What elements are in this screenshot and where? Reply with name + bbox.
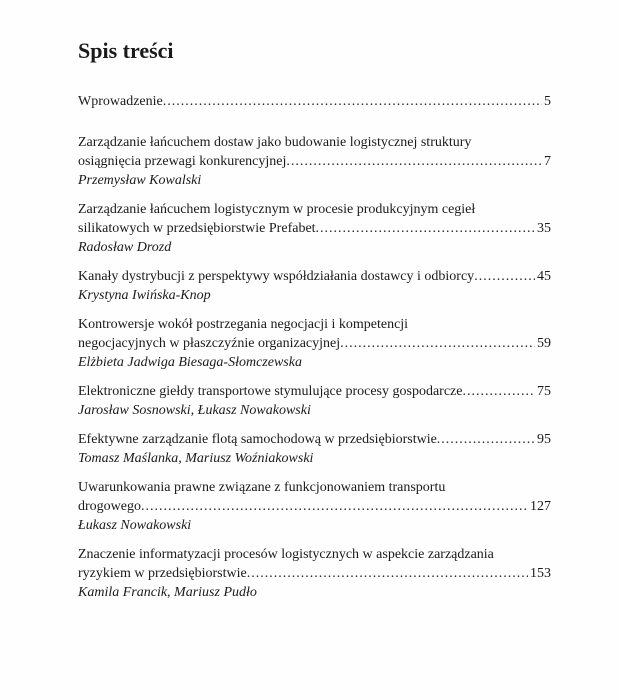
toc-entry-title: osiągnięcia przewagi konkurencyjnej bbox=[78, 154, 287, 169]
toc-entry[interactable] bbox=[78, 545, 551, 602]
toc-entry-author: Przemysław Kowalski bbox=[78, 173, 202, 188]
toc-page-number: 153 bbox=[530, 566, 551, 581]
toc-entry-title: drogowego bbox=[78, 499, 141, 514]
toc-entry-title: Zarządzanie łańcuchem logistycznym w procesie produkcyjnym cegieł bbox=[78, 202, 476, 217]
dot-leader bbox=[462, 382, 535, 401]
toc-entry-author: Radosław Drozd bbox=[78, 240, 172, 255]
toc-entry-title: Uwarunkowania prawne związane z funkcjonowaniem transportu bbox=[78, 480, 446, 495]
dot-leader bbox=[286, 152, 542, 171]
toc-entry-title: Elektroniczne giełdy transportowe stymulujące procesy gospodarcze bbox=[78, 384, 463, 399]
toc-entry-title: ryzykiem w przedsiębiorstwie bbox=[78, 566, 247, 581]
toc-entry[interactable] bbox=[78, 430, 551, 468]
toc-entry-author: Kamila Francik, Mariusz Pudło bbox=[78, 585, 257, 600]
toc-page-number: 35 bbox=[537, 221, 551, 236]
toc-entry-author: Tomasz Maślanka, Mariusz Woźniakowski bbox=[78, 451, 314, 466]
toc-entry-title: Zarządzanie łańcuchem dostaw jako budowanie logistycznej struktury bbox=[78, 135, 472, 150]
toc-entry-title: Kanały dystrybucji z perspektywy współdziałania dostawcy i odbiorcy bbox=[78, 269, 475, 284]
dot-leader bbox=[141, 497, 528, 516]
toc-entry-title: Znaczenie informatyzacji procesów logistycznych w aspekcie zarządzania bbox=[78, 547, 494, 562]
toc-entry-author: Łukasz Nowakowski bbox=[78, 518, 192, 533]
toc-page-number: 127 bbox=[530, 499, 551, 514]
dot-leader bbox=[340, 334, 535, 353]
dot-leader bbox=[163, 92, 542, 111]
toc-page-number: 59 bbox=[537, 336, 551, 351]
toc-page-number: 45 bbox=[537, 269, 551, 284]
dot-leader bbox=[474, 267, 535, 286]
toc-entry-author: Elżbieta Jadwiga Biesaga-Słomczewska bbox=[78, 355, 302, 370]
toc-entry-title: Efektywne zarządzanie flotą samochodową w przedsiębiorstwie bbox=[78, 432, 437, 447]
toc-entry[interactable] bbox=[78, 478, 551, 535]
toc-entry-title: Kontrowersje wokół postrzegania negocjacji i kompetencji bbox=[78, 317, 409, 332]
toc-page-number: 5 bbox=[544, 94, 551, 109]
dot-leader bbox=[437, 430, 535, 449]
toc-page-number: 75 bbox=[537, 384, 551, 399]
toc-entry[interactable] bbox=[78, 382, 551, 420]
toc-entry[interactable] bbox=[78, 133, 551, 190]
dot-leader bbox=[247, 564, 528, 583]
toc-entry-author: Krystyna Iwińska-Knop bbox=[78, 288, 211, 303]
toc-entry[interactable] bbox=[78, 92, 551, 111]
dot-leader bbox=[316, 219, 535, 238]
toc-page-number: 7 bbox=[544, 154, 551, 169]
toc-entry-title: Wprowadzenie bbox=[78, 94, 163, 109]
toc-entry[interactable] bbox=[78, 200, 551, 257]
toc-page-number: 95 bbox=[537, 432, 551, 447]
toc-entry[interactable] bbox=[78, 315, 551, 372]
table-of-contents bbox=[78, 92, 551, 602]
toc-entry-title: negocjacyjnych w płaszczyźnie organizacyjnej bbox=[78, 336, 341, 351]
page-title: Spis treści bbox=[78, 38, 174, 63]
toc-entry[interactable] bbox=[78, 267, 551, 305]
toc-entry-title: silikatowych w przedsiębiorstwie Prefabet bbox=[78, 221, 316, 236]
toc-entry-author: Jarosław Sosnowski, Łukasz Nowakowski bbox=[78, 403, 311, 418]
